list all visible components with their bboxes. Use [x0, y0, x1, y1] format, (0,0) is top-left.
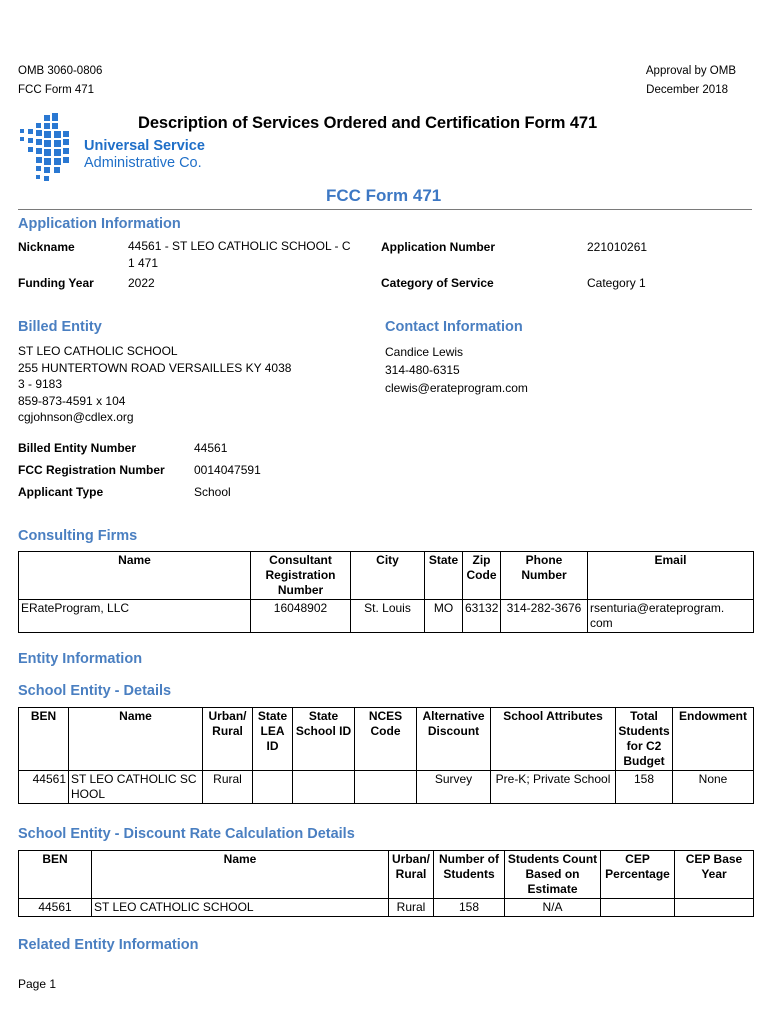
cell-urban-rural: Rural — [203, 771, 253, 804]
logo-text — [84, 138, 205, 172]
col-urban-rural: Urban/ Rural — [203, 708, 253, 771]
contact-details — [385, 343, 528, 397]
nickname-label: Nickname — [18, 240, 75, 254]
cell-zip: 63132 — [463, 600, 501, 633]
col-number-of-students: Number of Students — [434, 851, 505, 899]
col-name: Name — [92, 851, 389, 899]
section-related-entity: Related Entity Information — [18, 937, 199, 953]
usac-logo-icon — [16, 113, 74, 185]
col-total-students: Total Students for C2 Budget — [616, 708, 673, 771]
col-email: Email — [588, 552, 754, 600]
table-header-row — [19, 708, 754, 771]
cell-number-of-students: 158 — [434, 899, 505, 917]
billed-entity-address-line2: 3 - 9183 — [18, 377, 63, 391]
col-students-estimate: Students Count Based on Estimate — [505, 851, 601, 899]
col-phone: Phone Number — [501, 552, 588, 600]
table-row — [19, 600, 754, 633]
logo-line1: Universal Service — [84, 138, 205, 154]
fcc-reg-value: 0014047591 — [194, 463, 261, 477]
usac-logo — [16, 113, 74, 185]
col-consultant-reg: Consultant Registration Number — [251, 552, 351, 600]
cell-state: MO — [425, 600, 463, 633]
nickname-line1: 44561 - ST LEO CATHOLIC SCHOOL - C — [128, 239, 351, 253]
cell-phone: 314-282-3676 — [501, 600, 588, 633]
col-ben: BEN — [19, 708, 69, 771]
form-heading: FCC Form 471 — [326, 186, 442, 205]
nickname-value — [128, 238, 351, 272]
section-discount-details: School Entity - Discount Rate Calculation Details — [18, 826, 355, 842]
section-billed-entity: Billed Entity — [18, 319, 102, 335]
col-nces-code: NCES Code — [355, 708, 417, 771]
section-application-info: Application Information — [18, 216, 181, 232]
section-school-details: School Entity - Details — [18, 683, 172, 699]
cell-alt-discount: Survey — [417, 771, 491, 804]
revision-date: December 2018 — [646, 84, 728, 96]
section-contact-info: Contact Information — [385, 319, 523, 335]
section-entity-info: Entity Information — [18, 651, 143, 667]
col-cep-percentage: CEP Percentage — [601, 851, 675, 899]
consulting-firms-table — [18, 551, 754, 633]
fcc-reg-label: FCC Registration Number — [18, 463, 165, 477]
cell-students-estimate: N/A — [505, 899, 601, 917]
col-school-attributes: School Attributes — [491, 708, 616, 771]
logo-line2: Administrative Co. — [84, 155, 202, 171]
cell-email — [588, 600, 754, 633]
omb-approval: Approval by OMB — [645, 65, 736, 77]
section-consulting-firms: Consulting Firms — [18, 528, 138, 544]
cell-email-line2: com — [590, 616, 613, 630]
col-ben: BEN — [19, 851, 92, 899]
form-label: FCC Form 471 — [18, 84, 95, 96]
billed-entity-address — [18, 343, 291, 426]
table-header-row — [19, 552, 754, 600]
category-value: Category 1 — [587, 276, 646, 290]
omb-number: OMB 3060-0806 — [18, 65, 103, 77]
applicant-type-value: School — [194, 485, 231, 499]
applicant-type-label: Applicant Type — [18, 485, 104, 499]
contact-email: clewis@erateprogram.com — [385, 381, 528, 395]
heading-divider — [18, 209, 752, 210]
school-details-table — [18, 707, 754, 804]
cell-name: ST LEO CATHOLIC SCHOOL — [92, 899, 389, 917]
cell-ben: 44561 — [19, 771, 69, 804]
nickname-line2: 1 471 — [128, 256, 159, 270]
col-endowment: Endowment — [673, 708, 754, 771]
cell-nces-code — [355, 771, 417, 804]
cell-reg: 16048902 — [251, 600, 351, 633]
app-number-label: Application Number — [381, 240, 496, 254]
table-row — [19, 771, 754, 804]
billed-entity-phone: 859-873-4591 x 104 — [18, 393, 126, 408]
col-state-lea-id: State LEA ID — [253, 708, 293, 771]
page-number: Page 1 — [18, 977, 57, 991]
cell-email-line1: rsenturia@erateprogram. — [590, 601, 725, 615]
page-title: Description of Services Ordered and Certification Form 471 — [138, 114, 598, 132]
discount-details-table — [18, 850, 754, 917]
billed-entity-email: cgjohnson@cdlex.org — [18, 410, 134, 424]
col-zip: Zip Code — [463, 552, 501, 600]
billed-entity-address-line1: 255 HUNTERTOWN ROAD VERSAILLES KY 4038 — [18, 360, 292, 375]
cell-school-attributes: Pre-K; Private School — [491, 771, 616, 804]
cell-name: ERateProgram, LLC — [19, 600, 251, 633]
funding-year-value: 2022 — [128, 276, 155, 290]
col-name: Name — [19, 552, 251, 600]
col-city: City — [351, 552, 425, 600]
cell-city: St. Louis — [351, 600, 425, 633]
ben-value: 44561 — [194, 441, 228, 455]
col-urban-rural: Urban/ Rural — [389, 851, 434, 899]
cell-urban-rural: Rural — [389, 899, 434, 917]
table-header-row — [19, 851, 754, 899]
cell-name-line1: ST LEO CATHOLIC SC — [71, 772, 197, 786]
cell-name — [69, 771, 203, 804]
cell-total-students: 158 — [616, 771, 673, 804]
category-label: Category of Service — [381, 276, 494, 290]
col-name: Name — [69, 708, 203, 771]
cell-endowment: None — [673, 771, 754, 804]
table-row — [19, 899, 754, 917]
cell-cep-percentage — [601, 899, 675, 917]
billed-entity-name: ST LEO CATHOLIC SCHOOL — [18, 344, 178, 358]
cell-state-lea-id — [253, 771, 293, 804]
cell-ben: 44561 — [19, 899, 92, 917]
col-alt-discount: Alternative Discount — [417, 708, 491, 771]
contact-phone: 314-480-6315 — [385, 363, 460, 377]
app-number-value: 221010261 — [587, 240, 648, 254]
cell-state-school-id — [293, 771, 355, 804]
funding-year-label: Funding Year — [18, 276, 94, 290]
col-state-school-id: State School ID — [293, 708, 355, 771]
ben-label: Billed Entity Number — [18, 441, 137, 455]
col-state: State — [425, 552, 463, 600]
col-cep-base-year: CEP Base Year — [675, 851, 754, 899]
contact-name: Candice Lewis — [385, 345, 464, 359]
cell-name-line2: HOOL — [71, 787, 106, 801]
cell-cep-base-year — [675, 899, 754, 917]
